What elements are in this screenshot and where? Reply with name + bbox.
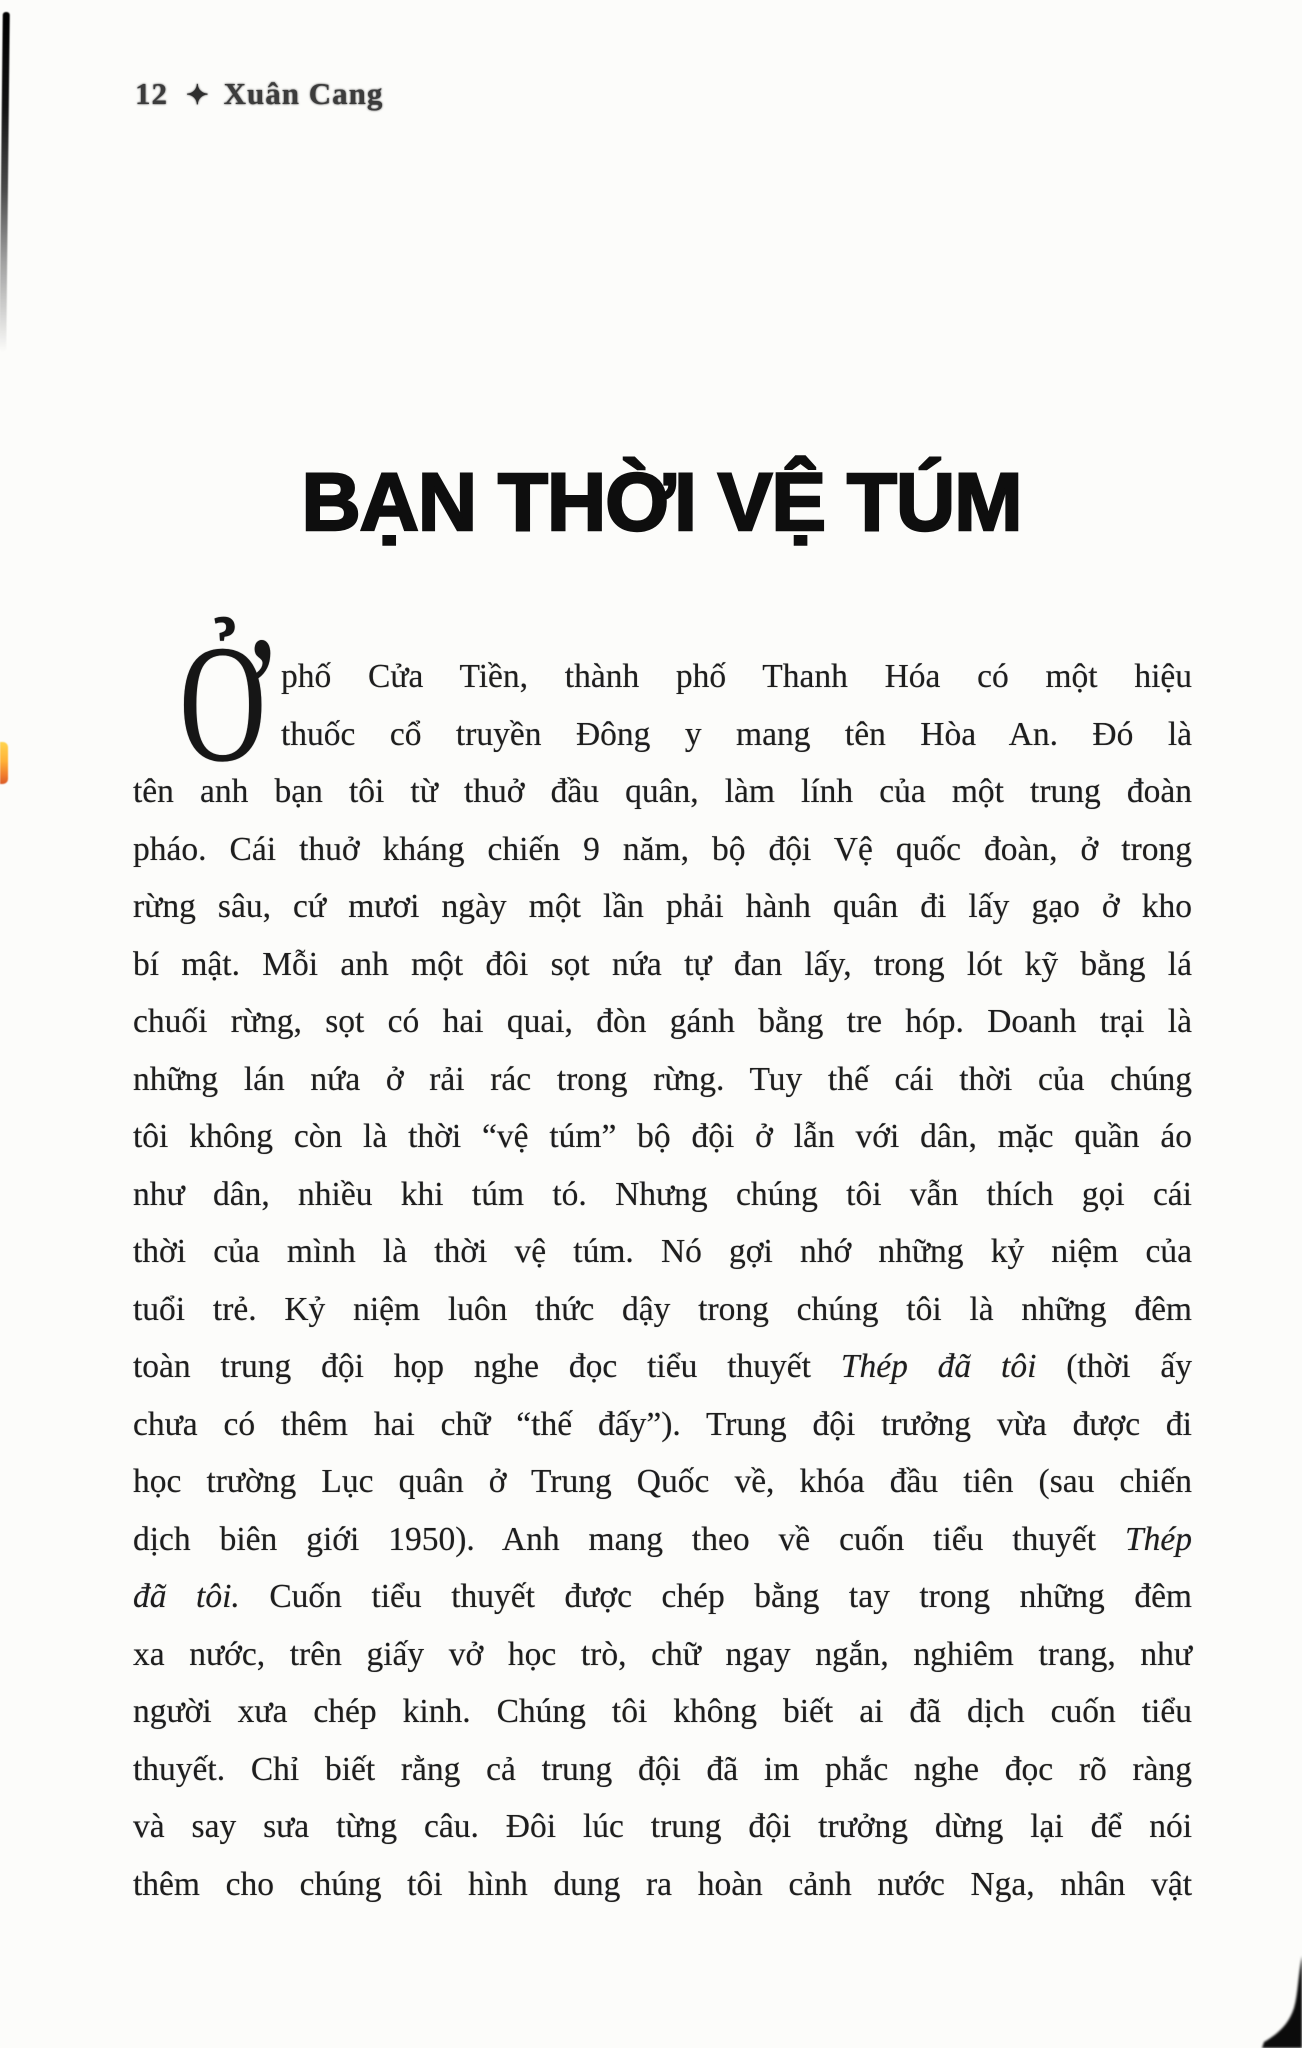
body-line: bí mật. Mỗi anh một đôi sọt nứa tự đan lấy, trong lót kỹ bằng lá — [133, 945, 1192, 983]
drop-cap: Ở — [179, 611, 267, 797]
scan-edge-line — [0, 12, 10, 352]
body-line: toàn trung đội họp nghe đọc tiểu thuyết Thép đã tôi (thời ấy — [133, 1348, 1192, 1385]
body-line: pháo. Cái thuở kháng chiến 9 năm, bộ đội Vệ quốc đoàn, ở trong — [133, 830, 1192, 868]
body-line: tuổi trẻ. Kỷ niệm luôn thức dậy trong chúng tôi là những đêm — [133, 1290, 1192, 1328]
page-number: 12 — [135, 76, 168, 111]
body-line: tên anh bạn tôi từ thuở đầu quân, làm lính của một trung đoàn — [133, 773, 1192, 810]
body-line: chưa có thêm hai chữ “thế đấy”). Trung đội trưởng vừa được đi — [133, 1405, 1192, 1443]
body-line: dịch biên giới 1950). Anh mang theo về cuốn tiểu thuyết Thép — [133, 1520, 1192, 1558]
body-line: rừng sâu, cứ mươi ngày một lần phải hành quân đi lấy gạo ở kho — [133, 888, 1192, 925]
body-line: thêm cho chúng tôi hình dung ra hoàn cảnh nước Nga, nhân vật — [133, 1865, 1192, 1903]
body-line: chuối rừng, sọt có hai quai, đòn gánh bằng tre hóp. Doanh trại là — [133, 1003, 1192, 1040]
corner-shadow — [1262, 1956, 1302, 2048]
body-line: thuốc cổ truyền Đông y mang tên Hòa An. Đó là — [281, 715, 1192, 753]
body-line: thuyết. Chỉ biết rằng cả trung đội đã im phắc nghe đọc rõ ràng — [133, 1750, 1192, 1788]
body-line: thời của mình là thời vệ túm. Nó gợi nhớ những kỷ niệm của — [133, 1233, 1192, 1270]
body-line: phố Cửa Tiền, thành phố Thanh Hóa có một hiệu — [281, 658, 1192, 695]
body-line: xa nước, trên giấy vở học trò, chữ ngay ngắn, nghiêm trang, như — [133, 1635, 1192, 1673]
diamond-icon: ✦ — [186, 80, 210, 110]
body-line: và say sưa từng câu. Đôi lúc trung đội trưởng dừng lại để nói — [133, 1808, 1192, 1845]
page-header — [135, 76, 383, 112]
author-name: Xuân Cang — [223, 76, 384, 111]
body-line: những lán nứa ở rải rác trong rừng. Tuy thế cái thời của chúng — [133, 1060, 1192, 1098]
body-line: người xưa chép kinh. Chúng tôi không biết ai đã dịch cuốn tiểu — [133, 1693, 1192, 1730]
body-line: học trường Lục quân ở Trung Quốc về, khóa đầu tiên (sau chiến — [133, 1463, 1192, 1500]
body-line: như dân, nhiều khi túm tó. Nhưng chúng tôi vẫn thích gọi cái — [133, 1175, 1192, 1213]
chapter-title: BẠN THỜI VỆ TÚM — [301, 457, 1022, 548]
body-line: đã tôi. Cuốn tiểu thuyết được chép bằng tay trong những đêm — [133, 1578, 1192, 1615]
body-line: tôi không còn là thời “vệ túm” bộ đội ở lẫn với dân, mặc quần áo — [133, 1118, 1192, 1155]
page-edge-mark — [0, 742, 8, 784]
body-text — [133, 611, 1192, 1913]
